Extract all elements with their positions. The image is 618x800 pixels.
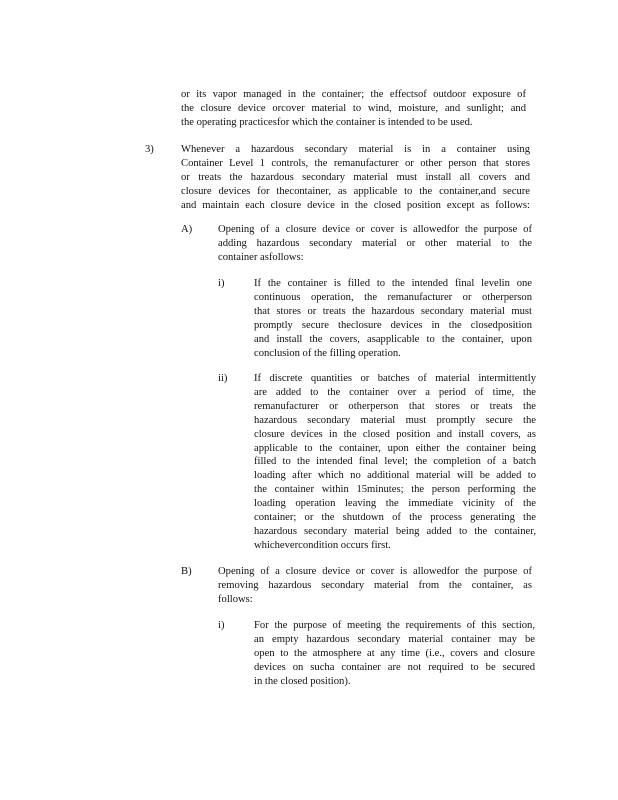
- text-line: loading after which no additional material will be added to: [254, 470, 536, 482]
- item-a-ii-paragraph: [254, 372, 536, 553]
- text-line: For the purpose of meeting the requirements of this section,: [254, 620, 535, 631]
- text-line: container; or the shutdown of the process generating the: [254, 512, 536, 524]
- text-line: or treats the hazardous secondary material must install all covers and: [181, 171, 530, 183]
- text-line: hazardous secondary material being added to the container,: [254, 525, 536, 537]
- text-line: closure devices for thecontainer, as applicable to the container,and secure: [181, 185, 530, 197]
- text-line: Opening of a closure device or cover is allowedfor the purpose of: [218, 224, 532, 235]
- text-line: that stores or treats the hazardous secondary material must: [254, 305, 532, 317]
- text-line: loading operation leaving the immediate vicinity of the: [254, 498, 536, 510]
- text-line: applicable to the container, upon either the container being: [254, 442, 536, 454]
- intro-paragraph: [181, 88, 526, 130]
- item-b-i-marker: i): [218, 620, 225, 631]
- text-line: adding hazardous secondary material or other material to the: [218, 237, 532, 249]
- item-a-paragraph: [218, 223, 532, 265]
- text-line: container asfollows:: [218, 251, 304, 263]
- text-line: the closure device orcover material to wind, moisture, and sunlight; and: [181, 102, 526, 114]
- text-line: If discrete quantities or batches of material intermittently: [254, 373, 536, 384]
- text-line: filled to the intended final level; the completion of a batch: [254, 456, 536, 468]
- text-line: conclusion of the filling operation.: [254, 347, 401, 359]
- text-line: Opening of a closure device or cover is allowedfor the purpose of: [218, 566, 532, 577]
- text-line: are added to the container over a period of time, the: [254, 386, 536, 398]
- text-line: the container within 15minutes; the person performing the: [254, 484, 536, 496]
- text-line: Container Level 1 controls, the remanufacturer or other person that stores: [181, 157, 530, 169]
- item-b-paragraph: [218, 565, 532, 607]
- item-b-marker: B): [181, 566, 192, 577]
- text-line: continuous operation, the remanufacturer or otherperson: [254, 291, 532, 303]
- text-line: and install the covers, asapplicable to the container, upon: [254, 333, 532, 345]
- item-b-i-paragraph: [254, 619, 535, 689]
- text-line: promptly secure theclosure devices in the closedposition: [254, 319, 532, 331]
- text-line: in the closed position).: [254, 675, 351, 687]
- text-line: Whenever a hazardous secondary material is in a container using: [181, 144, 530, 155]
- item-3-paragraph: [181, 143, 530, 213]
- text-line: closure devices in the closed position and install covers, as: [254, 428, 536, 440]
- item-a-marker: A): [181, 224, 193, 235]
- text-line: If the container is filled to the intended final levelin one: [254, 278, 532, 289]
- text-line: or its vapor managed in the container; the effectsof outdoor exposure of: [181, 89, 526, 100]
- text-line: removing hazardous secondary material from the container, as: [218, 579, 532, 591]
- text-line: remanufacturer or otherperson that stores or treats the: [254, 400, 536, 412]
- item-3-marker: 3): [145, 144, 154, 155]
- text-line: and maintain each closure device in the closed position except as follows:: [181, 199, 530, 211]
- text-line: devices on sucha container are not required to be secured: [254, 661, 535, 673]
- item-a-i-marker: i): [218, 278, 225, 289]
- item-a-i-paragraph: [254, 277, 532, 360]
- text-line: the operating practicesfor which the container is intended to be used.: [181, 116, 473, 128]
- text-line: follows:: [218, 593, 253, 605]
- text-line: whichevercondition occurs first.: [254, 539, 391, 551]
- item-a-ii-marker: ii): [218, 373, 228, 384]
- text-line: open to the atmosphere at any time (i.e., covers and closure: [254, 647, 535, 659]
- text-line: an empty hazardous secondary material container may be: [254, 633, 535, 645]
- text-line: hazardous secondary material must promptly secure the: [254, 414, 536, 426]
